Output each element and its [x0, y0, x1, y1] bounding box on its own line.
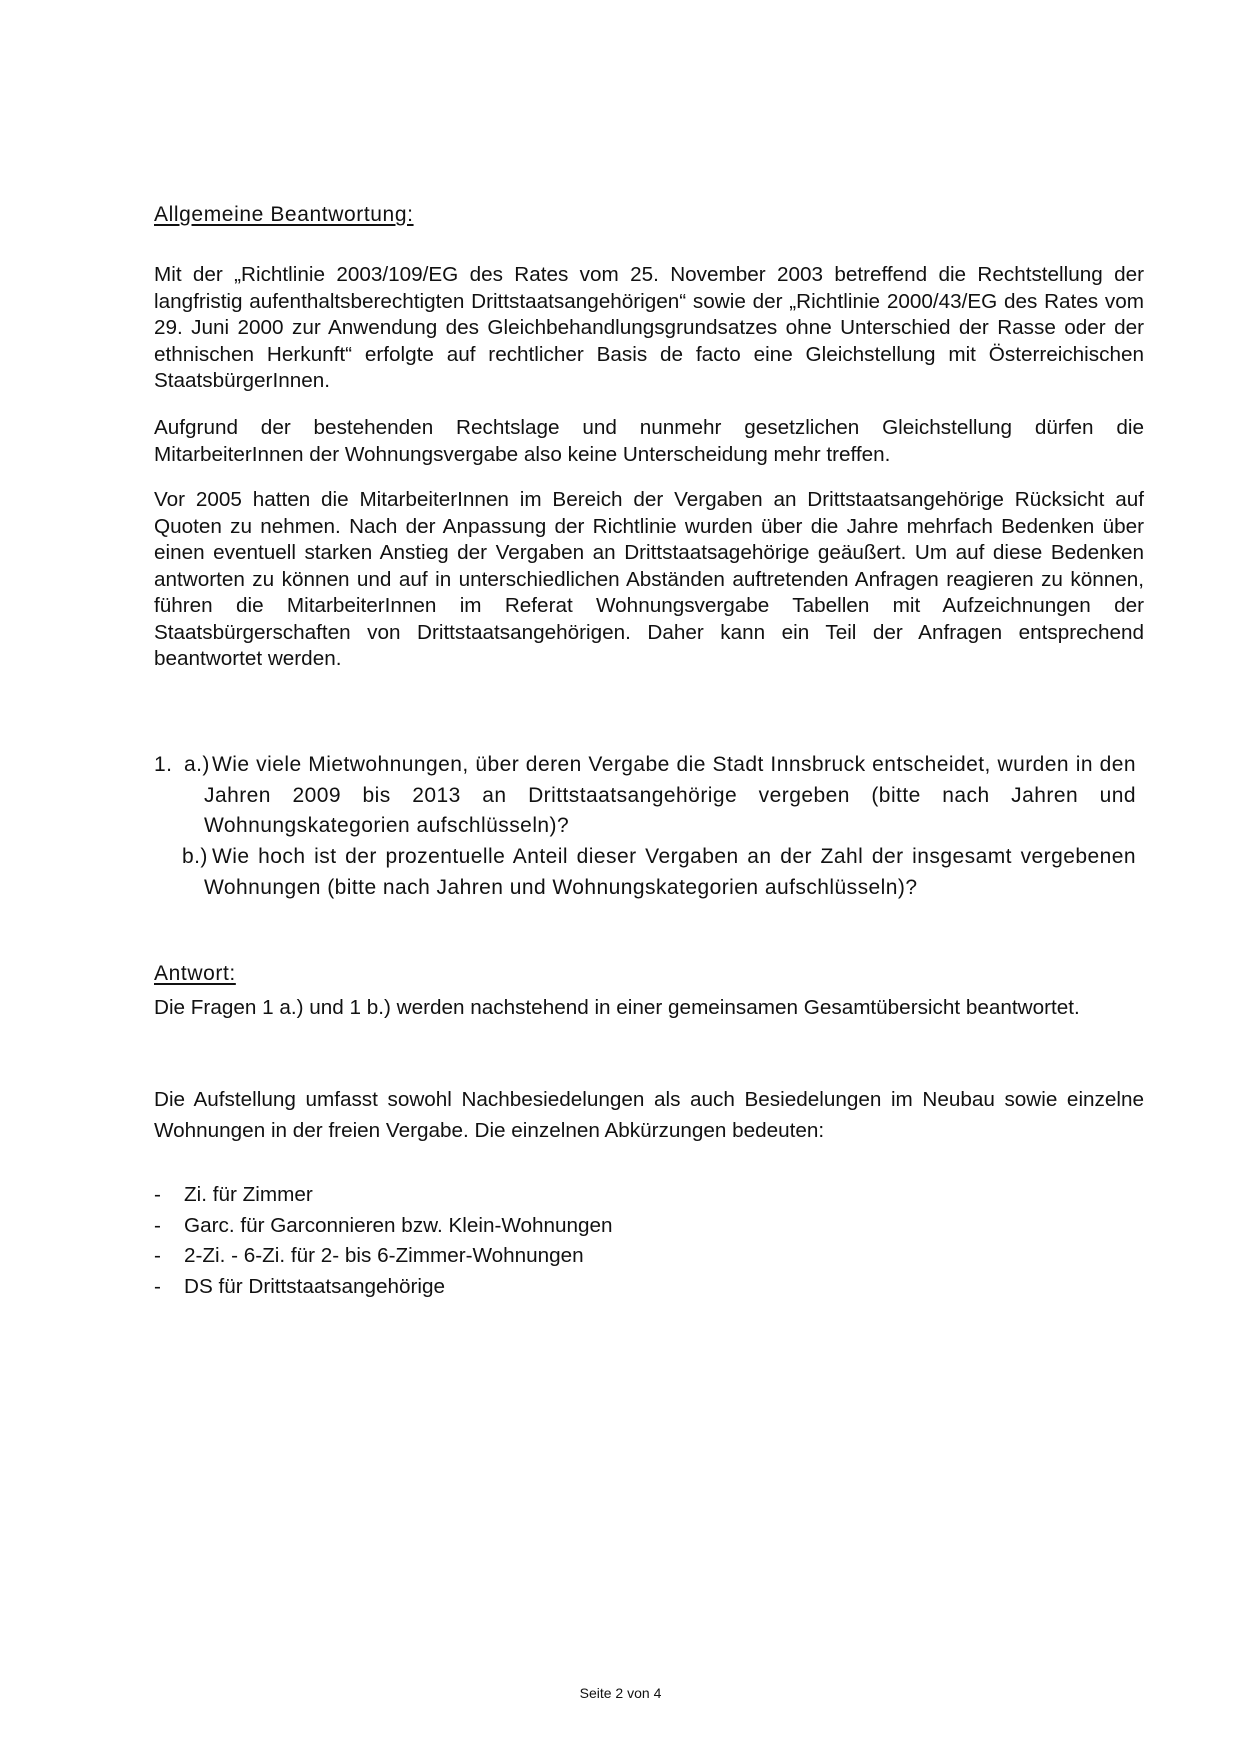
- bullet-dash: -: [154, 1274, 161, 1298]
- bullet-dash: -: [154, 1183, 161, 1206]
- paragraph-legal-situation: Aufgrund der bestehenden Rechtslage und nunmehr gesetzlichen Gleichstellung dürfen die MitarbeiterInnen der Wohnungsvergabe also keine Unterscheidung mehr treffen.: [154, 416, 1144, 466]
- abbreviation-list: [154, 1180, 613, 1302]
- question-b-text: Wie hoch ist der prozentuelle Anteil dieser Vergaben an der Zahl der insgesamt vergebenen Wohnungen (bitte nach Jahren und Wohnungskategorien aufschlüsseln)?: [204, 845, 1136, 899]
- list-item: - DS für Drittstaatsangehörige: [154, 1272, 613, 1303]
- question-a-text: Wie viele Mietwohnungen, über deren Vergabe die Stadt Innsbruck entscheidet, wurden in den Jahren 2009 bis 2013 an Drittstaatsangehörige vergeben (bitte nach Jahren und Wohnungskategorien aufschlüsseln)?: [204, 753, 1136, 837]
- paragraph-directives: Mit der „Richtlinie 2003/109/EG des Rates vom 25. November 2003 betreffend die Rechtstellung der langfristig aufenthaltsberechtigten Drittstaatsangehörigen“ sowie der „Richtlinie 2000/43/EG des Rates vom 29. Juni 2000 zur Anwendung des Gleichbehandlungsgrundsatzes ohne Unterschied der Rasse oder der ethnischen Herkunft“ erfolgte auf rechtlicher Basis de facto eine Gleichstellung mit Österreichischen StaatsbürgerInnen.: [154, 263, 1144, 392]
- section-heading: Allgemeine Beantwortung:: [154, 203, 414, 226]
- question-a-label: a.): [184, 753, 210, 776]
- list-item: - 2-Zi. - 6-Zi. für 2- bis 6-Zimmer-Wohnungen: [154, 1241, 613, 1272]
- list-item: - Zi. für Zimmer: [154, 1180, 613, 1211]
- answer-text: Die Fragen 1 a.) und 1 b.) werden nachstehend in einer gemeinsamen Gesamtübersicht beantwortet.: [154, 996, 1080, 1019]
- bullet-dash: -: [154, 1213, 161, 1237]
- list-item: - Garc. für Garconnieren bzw. Klein-Wohnungen: [154, 1211, 613, 1242]
- question-number: 1.: [154, 753, 173, 776]
- answer-label: Antwort:: [154, 962, 236, 985]
- question-b-label: b.): [182, 845, 208, 868]
- answer-text-2: Die Aufstellung umfasst sowohl Nachbesiedelungen als auch Besiedelungen im Neubau sowie einzelne Wohnungen in der freien Vergabe. Die einzelnen Abkürzungen bedeuten:: [154, 1088, 1144, 1142]
- bullet-dash: -: [154, 1244, 161, 1267]
- paragraph-history: Vor 2005 hatten die MitarbeiterInnen im Bereich der Vergaben an Drittstaatsangehörige Rücksicht auf Quoten zu nehmen. Nach der Anpassung der Richtlinie wurden über die Jahre mehrfach Bedenken über einen eventuell starken Anstieg der Vergaben an Drittstaatsagehörige geäußert. Um auf diese Bedenken antworten zu können und auf in unterschiedlichen Abständen auftretenden Anfragen reagieren zu können, führen die MitarbeiterInnen im Referat Wohnungsvergabe Tabellen mit Aufzeichnungen der Staatsbürgerschaften von Drittstaatsangehörigen. Daher kann ein Teil der Anfragen entsprechend beantwortet werden.: [154, 488, 1144, 670]
- page-footer: Seite 2 von 4: [579, 1685, 662, 1701]
